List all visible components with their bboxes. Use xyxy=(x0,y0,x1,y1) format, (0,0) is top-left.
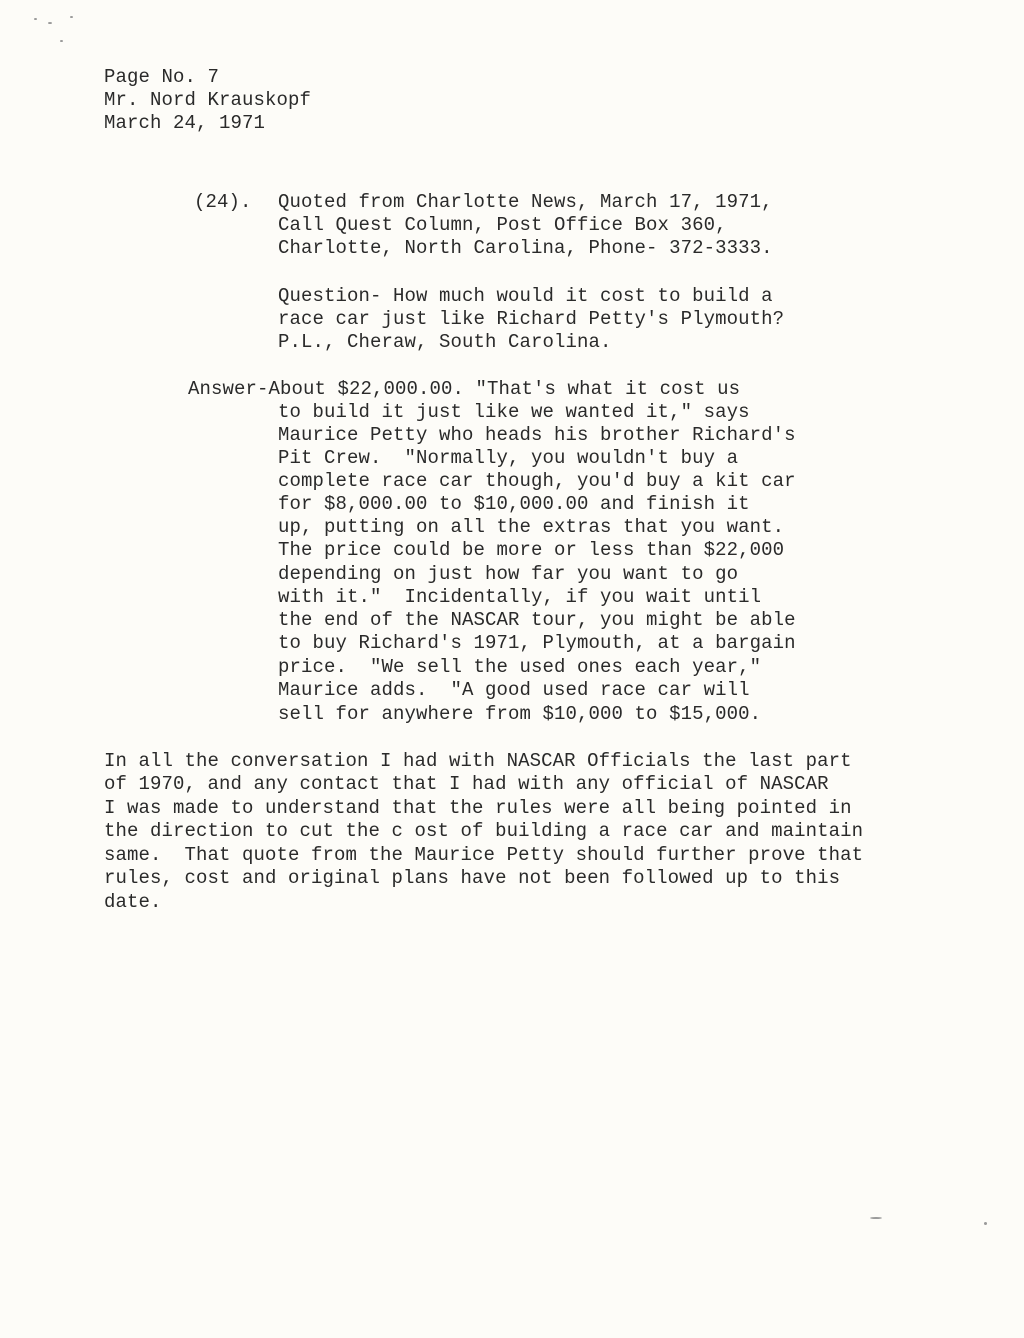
answer-line: sell for anywhere from $10,000 to $15,000. xyxy=(278,703,762,725)
answer-line: The price could be more or less than $22,000 xyxy=(278,539,785,561)
answer-line: up, putting on all the extras that you want. xyxy=(278,516,785,538)
paper-mark xyxy=(870,1217,882,1219)
question-line: Question- How much would it cost to build a xyxy=(278,285,773,307)
paper-mark xyxy=(48,22,52,24)
answer-line: to build it just like we wanted it," says xyxy=(278,401,750,423)
answer-first-line: Answer-About $22,000.00. "That's what it cost us xyxy=(188,378,741,400)
answer-line: Pit Crew. "Normally, you wouldn't buy a xyxy=(278,447,739,469)
closing-line: the direction to cut the c ost of building a race car and maintain xyxy=(104,820,864,842)
answer-line: the end of the NASCAR tour, you might be able xyxy=(278,609,796,631)
question-line: P.L., Cheraw, South Carolina. xyxy=(278,331,612,353)
answer-line: Maurice adds. "A good used race car will xyxy=(278,679,750,701)
reference-source-line: Quoted from Charlotte News, March 17, 1971, xyxy=(278,191,773,213)
answer-line: Maurice Petty who heads his brother Richard's xyxy=(278,424,796,446)
closing-line: date. xyxy=(104,891,162,913)
paper-mark xyxy=(984,1222,987,1225)
paper-mark xyxy=(60,40,63,42)
question-line: race car just like Richard Petty's Plymouth? xyxy=(278,308,785,330)
reference-number: (24). xyxy=(194,191,252,213)
page-number: Page No. 7 xyxy=(104,66,220,88)
answer-line: complete race car though, you'd buy a kit car xyxy=(278,470,796,492)
recipient-name: Mr. Nord Krauskopf xyxy=(104,89,312,111)
answer-line: to buy Richard's 1971, Plymouth, at a bargain xyxy=(278,632,796,654)
answer-line: with it." Incidentally, if you wait until xyxy=(278,586,762,608)
answer-line: for $8,000.00 to $10,000.00 and finish it xyxy=(278,493,750,515)
answer-line: price. "We sell the used ones each year," xyxy=(278,656,762,678)
closing-line: In all the conversation I had with NASCAR Officials the last part xyxy=(104,750,852,772)
closing-line: rules, cost and original plans have not been followed up to this xyxy=(104,867,841,889)
reference-source-line: Charlotte, North Carolina, Phone- 372-3333. xyxy=(278,237,773,259)
closing-line: I was made to understand that the rules were all being pointed in xyxy=(104,797,852,819)
paper-mark xyxy=(70,16,73,18)
answer-line: depending on just how far you want to go xyxy=(278,563,739,585)
closing-line: same. That quote from the Maurice Petty should further prove that xyxy=(104,844,864,866)
reference-source-line: Call Quest Column, Post Office Box 360, xyxy=(278,214,727,236)
closing-line: of 1970, and any contact that I had with any official of NASCAR xyxy=(104,773,829,795)
letter-date: March 24, 1971 xyxy=(104,112,266,134)
paper-mark xyxy=(34,18,37,20)
